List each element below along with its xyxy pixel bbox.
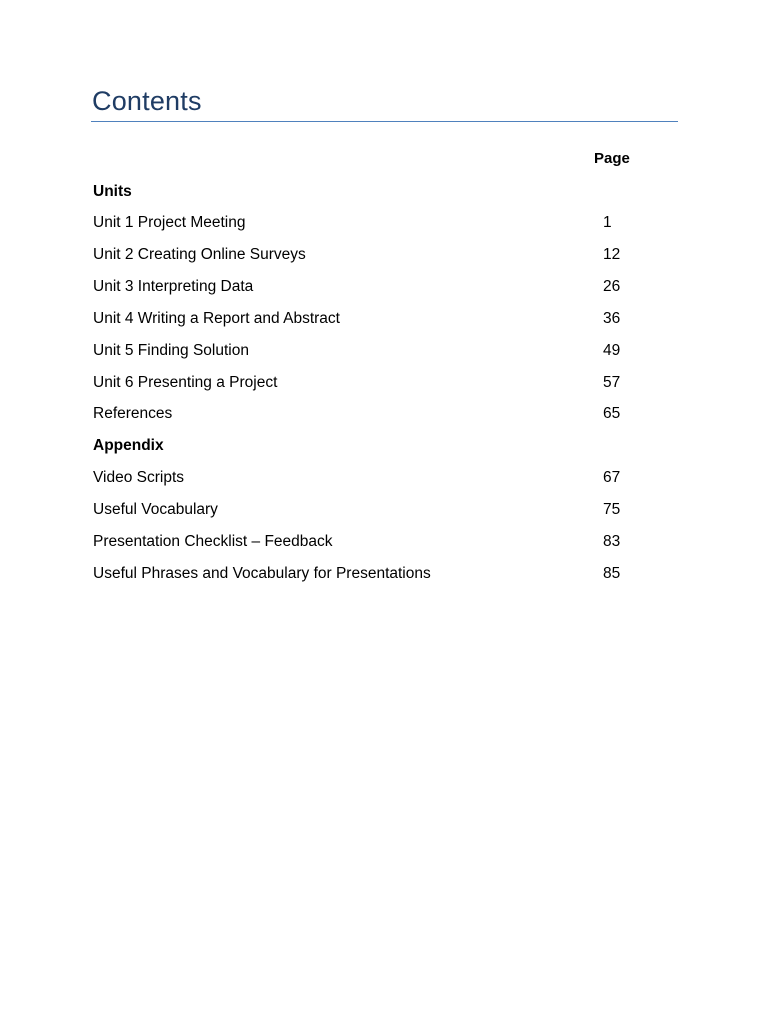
toc-entry-page: 49 <box>603 342 621 359</box>
toc-entry-page: 36 <box>603 310 621 327</box>
toc-entry-label: Video Scripts <box>93 469 185 486</box>
toc-entry-label: Presentation Checklist – Feedback <box>93 533 333 550</box>
toc-entry-page: 83 <box>603 533 621 550</box>
toc-entry[interactable] <box>93 531 633 553</box>
toc-entry[interactable] <box>93 467 633 489</box>
section-heading-units: Units <box>93 183 132 200</box>
toc-entry-page: 65 <box>603 405 621 422</box>
toc-entry[interactable] <box>93 308 633 330</box>
toc-entry[interactable] <box>93 276 633 298</box>
toc-entry-page: 26 <box>603 278 621 295</box>
toc-entry-label: Useful Phrases and Vocabulary for Presentations <box>93 565 431 582</box>
toc-entry-label: Useful Vocabulary <box>93 501 218 518</box>
toc-entry-page: 57 <box>603 374 621 391</box>
toc-entry-page: 67 <box>603 469 621 486</box>
toc-entry[interactable] <box>93 340 633 362</box>
title-underline <box>91 121 678 122</box>
toc-entry[interactable] <box>93 212 633 234</box>
toc-entry-page: 1 <box>603 214 612 231</box>
toc-entry[interactable] <box>93 244 633 266</box>
toc-entry[interactable] <box>93 499 633 521</box>
toc-entry-label: Unit 3 Interpreting Data <box>93 278 254 295</box>
toc-entry-label: References <box>93 405 173 422</box>
toc-entry-label: Unit 2 Creating Online Surveys <box>93 246 306 263</box>
contents-title: Contents <box>92 86 202 116</box>
toc-entry[interactable] <box>93 372 633 394</box>
page-column-header: Page <box>594 150 630 167</box>
toc-entry-label: Unit 6 Presenting a Project <box>93 374 278 391</box>
toc-entry[interactable] <box>93 403 633 425</box>
section-heading-appendix: Appendix <box>93 437 164 454</box>
toc-entry-label: Unit 4 Writing a Report and Abstract <box>93 310 340 327</box>
toc-entry-page: 75 <box>603 501 621 518</box>
toc-entry-page: 12 <box>603 246 621 263</box>
toc-entry[interactable] <box>93 563 633 585</box>
toc-entry-label: Unit 1 Project Meeting <box>93 214 246 231</box>
toc-entry-label: Unit 5 Finding Solution <box>93 342 249 359</box>
toc-entry-page: 85 <box>603 565 621 582</box>
